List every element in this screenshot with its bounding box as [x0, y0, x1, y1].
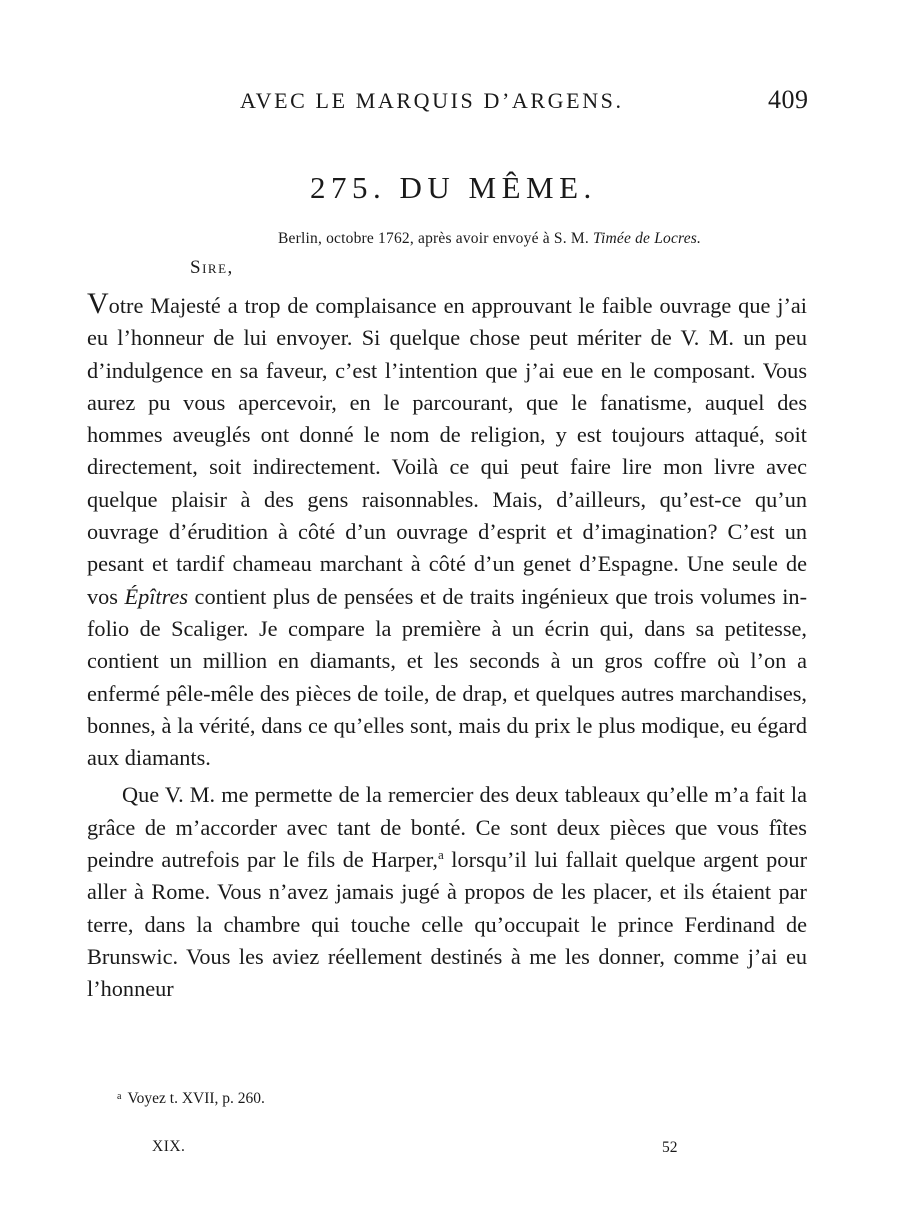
paragraph-2-text-b: lorsqu’il lui fallait quelque argent pour aller à Rome. Vous n’avez jamais jugé à propos de les placer, et ils étaient par terre, dans la chambre qui touche celle qu’occupait le prince Ferdinand de Brunswic. Vous les aviez réellement destinés à me les donner, comme j’ai eu l’honneur [87, 847, 807, 1002]
footnote-text: Voyez t. XVII, p. 260. [127, 1090, 265, 1107]
paragraph-2-text-a: Que V. M. me permette de la remercier des deux tableaux qu’elle m’a fait la grâce de m’accorder avec tant de bonté. Ce sont deux pièces que vous fîtes peindre autrefois par le fils de Harper, [87, 782, 807, 873]
paragraph-2 [87, 779, 807, 1005]
footnote [117, 1090, 265, 1108]
dateline-work-title: Timée de Locres. [593, 230, 702, 247]
dateline-text: Berlin, octobre 1762, après avoir envoyé à S. M. [278, 230, 593, 247]
footnote-reference[interactable]: a [437, 847, 444, 863]
drop-cap: V [87, 287, 109, 320]
dateline [278, 230, 701, 248]
footnote-mark: a [117, 1091, 122, 1102]
paragraph-1-italic-title: Épîtres [124, 583, 189, 609]
salutation: Sire, [190, 257, 234, 278]
running-header: AVEC LE MARQUIS D’ARGENS. [240, 88, 624, 113]
letter-body [87, 287, 807, 1006]
paragraph-1-text-a: otre Majesté a trop de complaisance en approuvant le faible ouvrage que j’ai eu l’honneur de lui envoyer. Si quelque chose peut mériter de V. M. un peu d’indulgence en sa faveur, c’est l’intention que j’ai eue en le composant. Vous aurez pu vous apercevoir, en le parcourant, que le fanatisme, auquel des hommes aveuglés ont donné le nom de religion, y est toujours attaqué, soit directement, soit indirectement. Voilà ce qui peut faire lire mon livre avec quelque plaisir à des gens raisonnables. Mais, d’ailleurs, qu’est-ce qu’un ouvrage d’érudition à côté d’un ouvrage d’esprit et d’imagination? C’est un pesant et tardif chameau marchant à côté d’un genet d’Espagne. Une seule de vos [87, 293, 807, 609]
paragraph-1 [87, 287, 807, 774]
page-number: 409 [768, 85, 809, 114]
sheet-number: 52 [662, 1139, 678, 1156]
letter-title: 275. DU MÊME. [310, 170, 597, 205]
paragraph-1-text-b: contient plus de pensées et de traits ingénieux que trois volumes in-folio de Scaliger. Je compare la première à un écrin qui, dans sa petitesse, contient un million en diamants, et les seconds à un gros coffre où l’on a enfermé pêle-mêle des pièces de toile, de drap, et quelques autres marchandises, bonnes, à la vérité, dans ce qu’elles sont, mais du prix le plus modique, eu égard aux diamants. [87, 583, 807, 771]
signature-mark: XIX. [152, 1138, 186, 1155]
